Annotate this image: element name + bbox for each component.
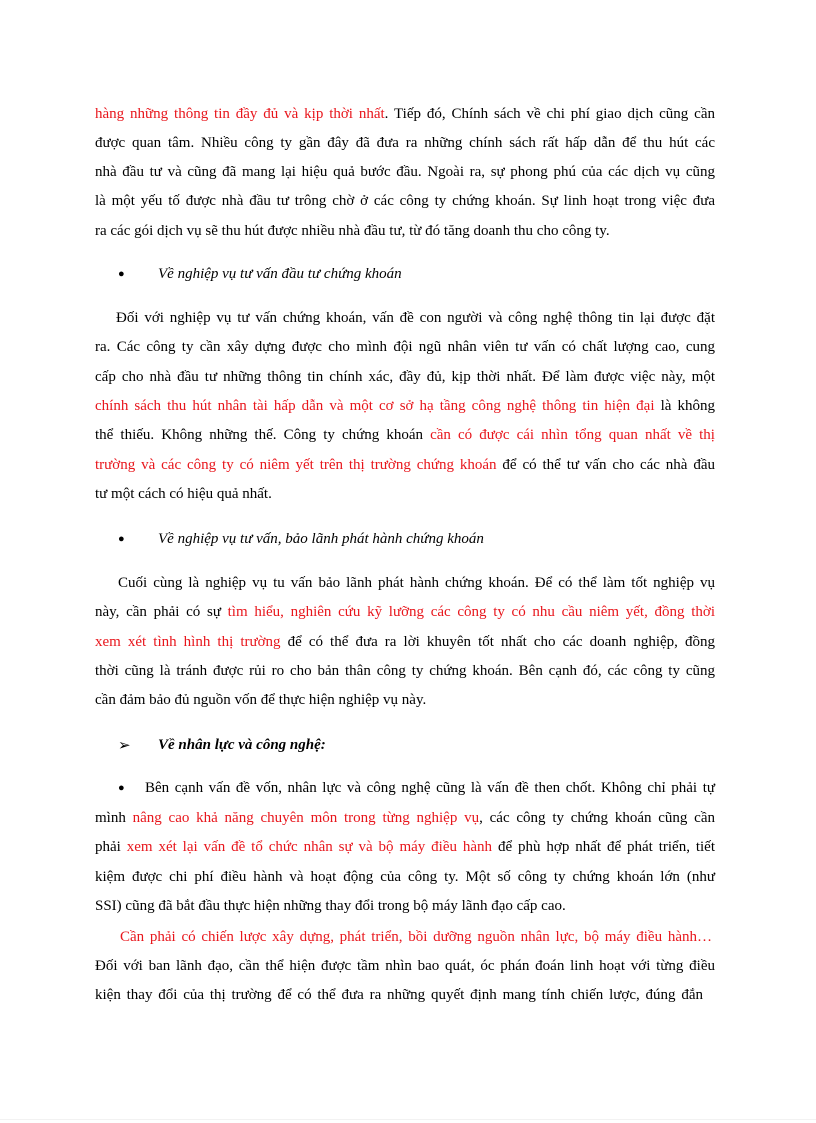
p3-line-1: Cuối cùng là nghiệp vụ tu vấn bảo lãnh phát hành chứng khoán. Để có thể làm tốt nghiệp vụ [118, 575, 715, 591]
p2-line-2: ra. Các công ty cần xây dựng được cho mình đội ngũ nhân viên tư vấn có chất lượng cao, cung [95, 339, 715, 355]
p4-text: , các công ty chứng khoán cũng cần [479, 810, 715, 826]
p3-highlight-2: xem xét tình hình thị trường [95, 634, 281, 650]
p1-highlight: hàng những thông tin đầy đủ và kịp thời nhất [95, 106, 385, 122]
p2-line-7: tư một cách có hiệu quả nhất. [95, 486, 272, 502]
p2-line-4 [95, 396, 715, 416]
p2-text: là không [654, 398, 715, 414]
p3-line-3 [95, 632, 715, 652]
p3-line-5: cần đảm bảo đủ nguồn vốn để thực hiện nghiệp vụ này. [95, 692, 427, 708]
p3-text: để có thể đưa ra lời khuyên tốt nhất cho các doanh nghiệp, đồng [280, 634, 715, 650]
p3-highlight-1: tìm hiểu, nghiên cứu kỹ lưỡng các công ty có nhu cầu niêm yết, đồng thời [227, 604, 715, 620]
p5-line-1-highlight: Cần phải có chiến lược xây dựng, phát triển, bồi dưỡng nguồn nhân lực, bộ máy điều hành… [120, 929, 712, 945]
p3-text: này, cần phải có sự [95, 604, 228, 620]
p2-line-5 [95, 425, 715, 445]
p2-text: để có thể tư vấn cho các nhà đầu [496, 457, 716, 473]
bullet-dot-icon: ● [118, 782, 125, 794]
p4-text: để phù hợp nhất để phát triển, tiết [492, 839, 716, 855]
p2-line-1: Đối với nghiệp vụ tư vấn chứng khoán, vấn đề con người và công nghệ thông tin lại được đặt [116, 310, 715, 326]
section-heading-advisory: Về nghiệp vụ tư vấn đầu tư chứng khoán [158, 266, 402, 282]
p1-text: . Tiếp đó, Chính sách về chi phí giao dịch cũng cần [384, 106, 715, 122]
p2-text: thể thiếu. Không những thế. Công ty chứng khoán [95, 427, 431, 443]
p4-line-5: SSI) cũng đã bắt đầu thực hiện những thay đổi trong bộ máy lãnh đạo cấp cao. [95, 898, 566, 914]
section-heading-underwriting: Về nghiệp vụ tư vấn, bảo lãnh phát hành chứng khoán [158, 531, 484, 547]
p4-line-1: Bên cạnh vấn đề vốn, nhân lực và công nghệ cũng là vấn đề then chốt. Không chỉ phải tự [145, 780, 715, 796]
p5-line-3: kiện thay đổi của thị trường để có thể đưa ra những quyết định mang tính chiến lược, đúng đắn [95, 987, 703, 1003]
p2-highlight-3: trường và các công ty có niêm yết trên thị trường chứng khoán [95, 457, 497, 473]
p2-line-6 [95, 455, 715, 475]
bullet-dot-icon: ● [118, 268, 125, 280]
p3-line-4: thời cũng là tránh được rủi ro cho bản thân công ty chứng khoán. Bên cạnh đó, các công ty cũng [95, 663, 715, 679]
p4-text: mình [95, 810, 133, 826]
p4-line-3 [95, 837, 715, 857]
p3-line-2 [95, 602, 715, 622]
p2-highlight-2: cần có được cái nhìn tổng quan nhất về thị [430, 427, 715, 443]
p1-line-4: là một yếu tố được nhà đầu tư trông chờ ở các công ty chứng khoán. Sự linh hoạt trong việc đưa [95, 193, 715, 209]
p1-line-1 [95, 104, 715, 124]
p1-line-3: nhà đầu tư và cũng đã mang lại hiệu quả bước đầu. Ngoài ra, sự phong phú của các dịch vụ cũng [95, 164, 715, 180]
arrow-bullet-icon: ➢ [118, 736, 131, 754]
p1-line-5: ra các gói dịch vụ sẽ thu hút được nhiều nhà đầu tư, từ đó tăng doanh thu cho công ty. [95, 223, 610, 239]
p4-text: phải [95, 839, 127, 855]
p2-line-3: cấp cho nhà đầu tư những thông tin chính xác, đầy đủ, kịp thời nhất. Để làm được việc này, một [95, 369, 715, 385]
p1-line-2: được quan tâm. Nhiều công ty gần đây đã đưa ra những chính sách rất hấp dẫn để thu hút các [95, 135, 715, 151]
p4-highlight-2: xem xét lại vấn đề tổ chức nhân sự và bộ máy điều hành [126, 839, 493, 855]
page-bottom-divider [0, 1119, 816, 1120]
p2-highlight-1: chính sách thu hút nhân tài hấp dẫn và một cơ sở hạ tầng công nghệ thông tin hiện đại [95, 398, 655, 414]
p4-line-4: kiệm được chi phí điều hành và hoạt động của công ty. Một số công ty chứng khoán lớn (như [95, 869, 715, 885]
bullet-dot-icon: ● [118, 533, 125, 545]
p5-line-2: Đối với ban lãnh đạo, cần thể hiện được tầm nhìn bao quát, óc phán đoán linh hoạt với từng điều [95, 958, 715, 974]
p4-highlight-1: nâng cao khả năng chuyên môn trong từng nghiệp vụ [132, 810, 480, 826]
p4-line-2 [95, 808, 715, 828]
section-heading-human-resources: Về nhân lực và công nghệ: [158, 737, 326, 753]
